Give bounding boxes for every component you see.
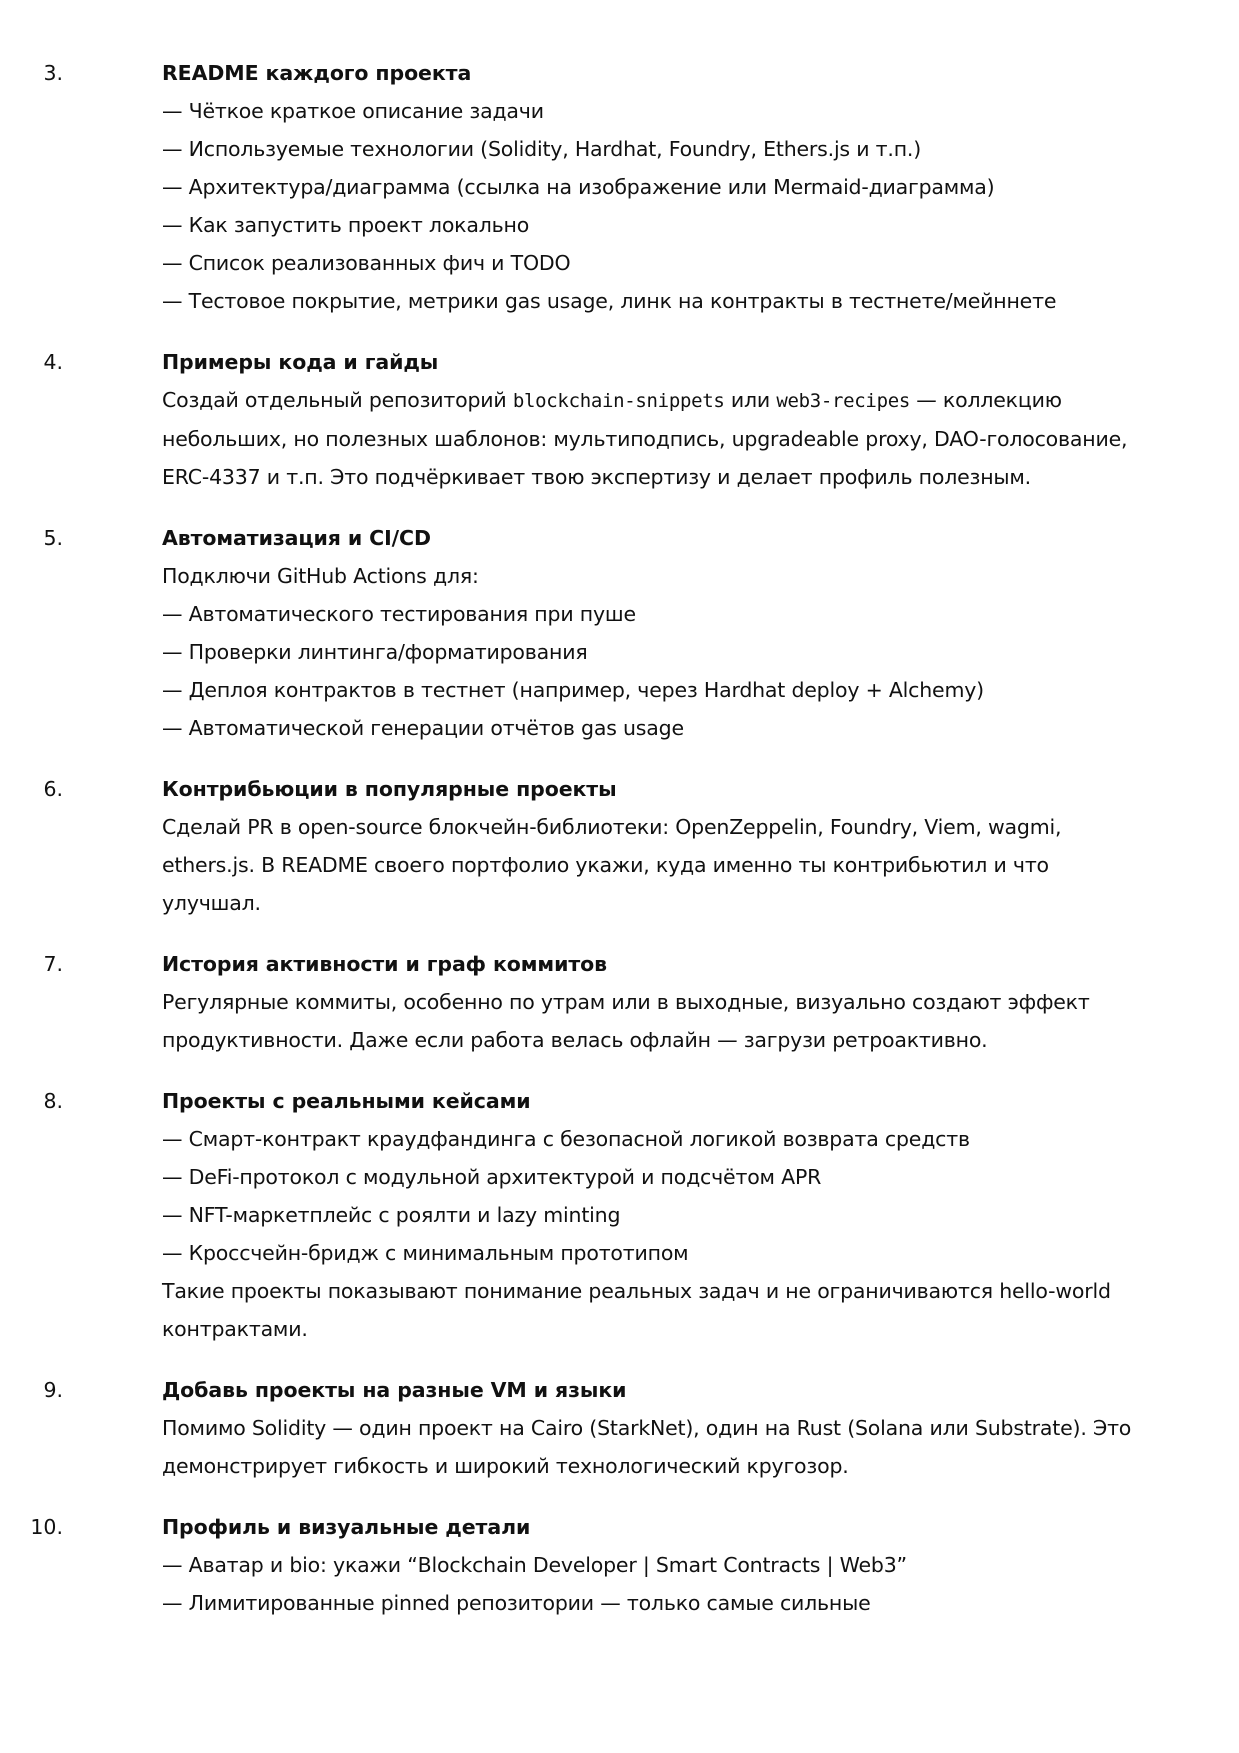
bullet-line: — NFT-маркетплейс с роялти и lazy minting <box>162 1203 621 1227</box>
item-title: Автоматизация и CI/CD <box>162 526 431 550</box>
paragraph-text: Создай отдельный репозиторий <box>162 388 513 412</box>
list-item-4 <box>0 343 1147 496</box>
bullet-line: — Автоматического тестирования при пуше <box>162 602 636 626</box>
bullet-line: — Лимитированные pinned репозитории — только самые сильные <box>162 1591 871 1615</box>
bullet-line: — Используемые технологии (Solidity, Hardhat, Foundry, Ethers.js и т.п.) <box>162 137 922 161</box>
item-title: Контрибьюции в популярные проекты <box>162 777 617 801</box>
bullet-line: — Чёткое краткое описание задачи <box>162 99 544 123</box>
bullet-line: — Проверки линтинга/форматирования <box>162 640 588 664</box>
item-number: 9. <box>43 1378 63 1402</box>
item-paragraph <box>162 381 1147 496</box>
bullet-line: — Автоматической генерации отчётов gas usage <box>162 716 684 740</box>
item-title: История активности и граф коммитов <box>162 952 607 976</box>
item-number: 5. <box>43 526 63 550</box>
document-body <box>0 54 1239 1645</box>
bullet-line: — Кроссчейн-бридж с минимальным прототипом <box>162 1241 689 1265</box>
item-number: 10. <box>30 1515 63 1539</box>
list-item-3 <box>0 54 1147 320</box>
item-number: 8. <box>43 1089 63 1113</box>
paragraph-text: или <box>724 388 777 412</box>
item-number: 4. <box>43 350 63 374</box>
item-title: README каждого проекта <box>162 61 472 85</box>
list-item-5 <box>0 519 1147 747</box>
item-title: Проекты с реальными кейсами <box>162 1089 531 1113</box>
paragraph-text: — коллекцию небольших, но полезных шаблонов: мультиподпись, upgradeable proxy, DAO-голосование, ERC-4337 и т.п. Это подчёркивает твою экспертизу и делает профиль полезным. <box>162 388 1128 489</box>
item-paragraph: Такие проекты показывают понимание реальных задач и не ограничиваются hello-world контрактами. <box>162 1279 1111 1341</box>
item-title: Профиль и визуальные детали <box>162 1515 531 1539</box>
list-item-6 <box>0 770 1147 922</box>
item-title: Примеры кода и гайды <box>162 350 439 374</box>
inline-code: web3-recipes <box>776 390 910 412</box>
bullet-line: — Тестовое покрытие, метрики gas usage, линк на контракты в тестнете/мейннете <box>162 289 1057 313</box>
list-item-9 <box>0 1371 1147 1485</box>
item-title: Добавь проекты на разные VM и языки <box>162 1378 627 1402</box>
bullet-line: — Деплоя контрактов в тестнет (например, через Hardhat deploy + Alchemy) <box>162 678 984 702</box>
list-item-7 <box>0 945 1147 1059</box>
item-paragraph: Сделай PR в open-source блокчейн-библиотеки: OpenZeppelin, Foundry, Viem, wagmi, ethers.js. В README своего портфолио укажи, куда именно ты контрибьютил и что улучшал. <box>162 815 1062 915</box>
item-paragraph: Регулярные коммиты, особенно по утрам или в выходные, визуально создают эффект продуктивности. Даже если работа велась офлайн — загрузи ретроактивно. <box>162 990 1090 1052</box>
bullet-line: — DeFi-протокол с модульной архитектурой и подсчётом APR <box>162 1165 822 1189</box>
list-item-8 <box>0 1082 1147 1348</box>
bullet-line: — Список реализованных фич и TODO <box>162 251 571 275</box>
bullet-line: Подключи GitHub Actions для: <box>162 564 479 588</box>
bullet-line: — Как запустить проект локально <box>162 213 530 237</box>
bullet-line: — Аватар и bio: укажи “Blockchain Developer | Smart Contracts | Web3” <box>162 1553 907 1577</box>
list-item-10 <box>0 1508 1147 1622</box>
bullet-line: — Смарт-контракт краудфандинга с безопасной логикой возврата средств <box>162 1127 970 1151</box>
item-number: 3. <box>43 61 63 85</box>
bullet-line: — Архитектура/диаграмма (ссылка на изображение или Mermaid-диаграмма) <box>162 175 995 199</box>
inline-code: blockchain-snippets <box>512 390 725 412</box>
item-number: 6. <box>43 777 63 801</box>
item-number: 7. <box>43 952 63 976</box>
item-paragraph: Помимо Solidity — один проект на Cairo (StarkNet), один на Rust (Solana или Substrate). Это демонстрирует гибкость и широкий технологический кругозор. <box>162 1416 1132 1478</box>
